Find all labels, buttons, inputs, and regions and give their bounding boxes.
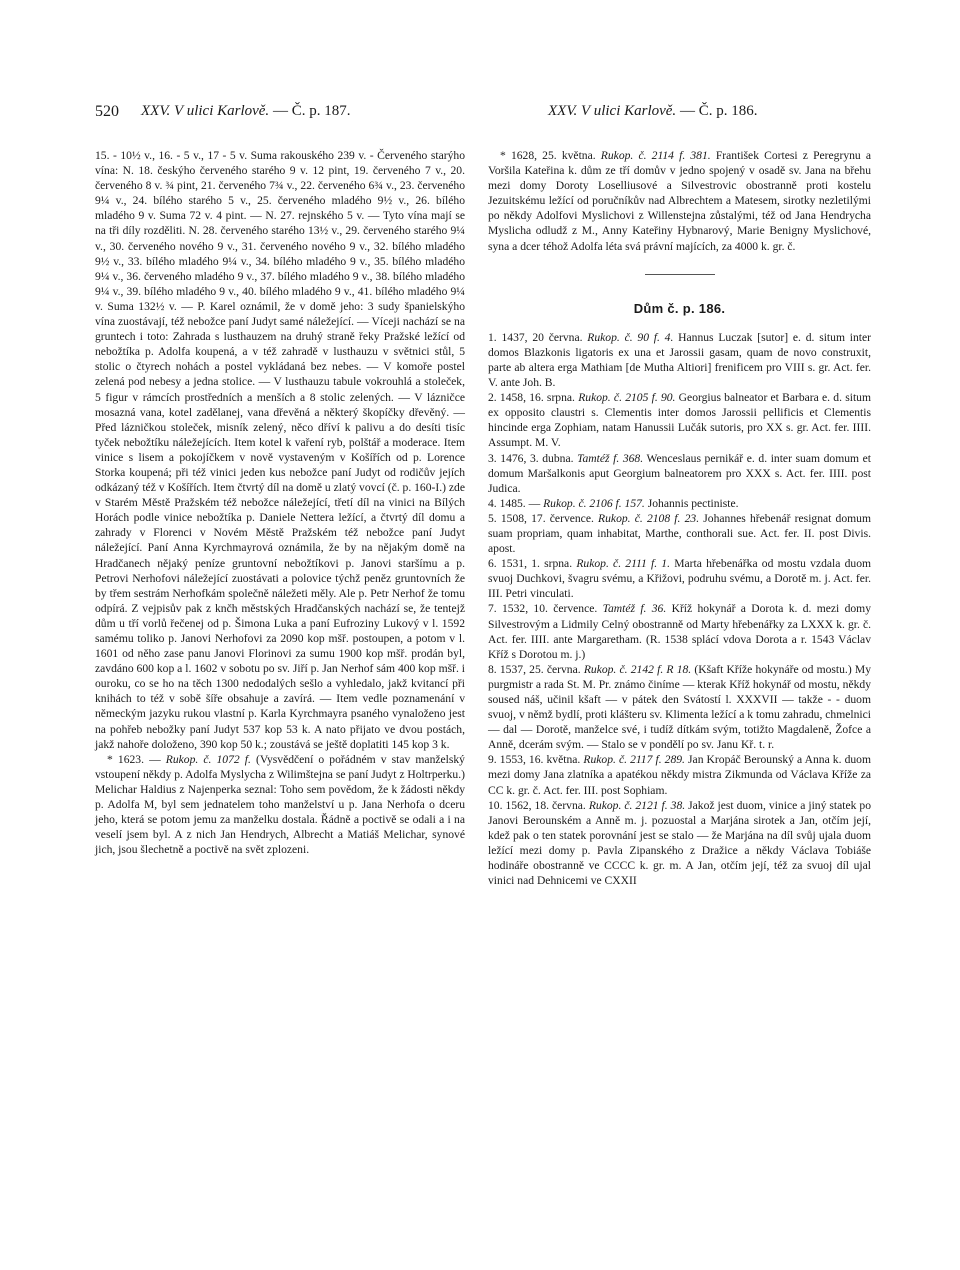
entry-reference: Rukop. č. 2117 f. 289. (583, 753, 685, 767)
entry-text: Jakož jest duom, vinice a jiný statek po Janovi Berounském a Anně m. j. pozuostal a Marjána sirotek a Jan, otčím její, kdež pak o ten statek porovnání jest se stalo — že Marjána na díl svůj ujala duom ležící mezi domy p. Pavla Zipanského z Dražice a někdy Václava Tobiáše hodináře obostranně ve CCCC k. gr. m. A Jan, otčím její, též za svuoj díl ujal vinici nad Dehnicemi ve CXXII (488, 798, 871, 888)
house-entry (488, 390, 871, 450)
header-left-cp: — Č. p. 187. (272, 103, 351, 119)
entry-reference: Rukop. č. 2106 f. 157. (543, 496, 645, 510)
house-entry (488, 752, 871, 797)
house-section-title: Dům č. p. 186. (633, 300, 726, 316)
entry-heading: 2. 1458, 16. srpna. (488, 391, 575, 405)
entry-reference: Rukop. č. 2105 f. 90. (578, 391, 676, 405)
header-right-title: XXV. V ulici Karlově. (548, 103, 677, 119)
entry-reference: Tamtéž f. 36. (602, 602, 667, 616)
entry-reference: Rukop. č. 2111 f. 1. (576, 557, 670, 571)
left-column (95, 148, 465, 857)
house-entry (488, 511, 871, 556)
entry-reference: Rukop. č. 2121 f. 38. (588, 798, 686, 812)
entry-heading: 10. 1562, 18. června. (488, 798, 586, 812)
house-entry (488, 601, 871, 661)
entry-text: (Vysvědčení o pořádném v stav manželský vstoupení někdy p. Adolfa Myslycha z Wilimštejna se paní Judyt z Holtrperku.) Melichar Haldius z Najenperka seznal: Toho sem povědom, že k žádosti někdy p. Adolfa M, byl sem jednatelem toho manželství u p. Jana Nerhofa o dceru jeho, která se potom jemu za manželku dostala. Řádně a poctivě se odali a i na veselí jsem byl. A z nich Jan Hendrych, Albrecht a Matiáš Melichar, synové jich, jsou šlechetně a poctivě na svět zplozeni. (95, 752, 465, 857)
intro-text: František Cortesi z Peregrynu a Voršila Kateřina k. dům ze tří domův v jedno spojený v osadě sv. Jana na břehu mezi domy Doroty Loselliusové a Silvestrovic obostranně proti kostelu Jezuitskému ležící od poručníkův nad Albrechtem a Matesem, sirotky nezletilými po někdy Adolfovi Myslichovi z Willenstejna zůstalými, též od Jana Hendrycha Myslicha odludž z M., Anny Kateřiny Hybnarový, Marie Benigny Myslichové, syna a dcer téhož Adolfa léta svá právní majících, za 4000 k. gr. č. (488, 149, 872, 253)
left-paragraph-2: * 1623. — Rukop. č. 1072 f. (Vysvědčení o pořádném v stav manželský vstoupení někdy p. Adolfa Myslycha z Wilimštejna se paní Judyt z Holtrperku.) Melichar Haldius z Najenperka seznal: Toho sem povědom, že k žádosti někdy p. Adolfa M, byl sem jednatelem toho manželství u p. Jana Nerhofa o dceru jeho, která se potom jemu za manželku dostala. Řádně a poctivě se odali a i na veselí jsem byl. A z nich Jan Hendrych, Albrecht a Matiáš Melichar, synové jich, jsou šlechetně a poctivě na svět zplozeni. (95, 752, 465, 857)
house-entry (488, 662, 871, 753)
house-entry (488, 330, 871, 390)
running-header (95, 103, 875, 125)
entry-heading: 3. 1476, 3. dubna. (488, 451, 574, 465)
house-entries (488, 330, 871, 888)
entry-reference: Rukop. č. 90 f. 4. (587, 330, 674, 344)
manuscript-reference: Rukop. č. 1072 f. (165, 752, 251, 766)
page-number: 520 (95, 103, 119, 120)
entry-text: Hannus Luczak [sutor] e. d. situm inter domos Blazkonis ligatoris ex una et Jarossii gasam, quam de novo construxit, parte ab altera erga Mathiam [de Mutha Altiori] frenificem pro VIII s. gr. Act. fer. V. ante Joh. B. (488, 330, 871, 390)
header-left-title: XXV. V ulici Karlově. (141, 103, 270, 119)
entry-heading: 1. 1437, 20 června. (488, 330, 583, 344)
entry-text: Georgius balneator et Barbara e. d. situm ex opposito claustri s. Clementis inter domos Jarossii pellificis et Clementis hincinde erga Zophiam, natam Hanussii Lučák sutoris, pro XX s. gr. Act. fer. IIII. Assumpt. M. V. (488, 391, 871, 450)
entry-heading: 6. 1531, 1. srpna. (488, 557, 573, 571)
house-entry (488, 556, 871, 601)
left-paragraph-1: 15. - 10½ v., 16. - 5 v., 17 - 5 v. Suma rakouského 239 v. - Červeného starýho vína: N. 18. českýho červeného starého 9 v. 12 pint, 19. červeného 7 v., 20. červeného 8 v. ¾ pint, 21. červeného 7¾ v., 22. červeného 6¾ v., 23. červeného 9¼ v., 24. bílého starého 5 v., 25. červeného mladého 9½ v., 26. bílého mladého 9 v. Suma 72 v. 4 pint. — N. 27. rejnského 5 v. — Tyto vína mají se na tři díly rozděliti. N. 28. červeného starého 13½ v., 29. červeného starého 9¼ v., 30. červeného nového 9 v., 31. červeného nového 9 v., 32. bílého mladého 9½ v., 33. bílého mladého 9¼ v., 34. bílého mladého 9 v., 35. bílého mladého 9¼ v., 36. červeného mladého 9 v., 37. bílého mladého 9 v., 38. bílého mladého 9¼ v., 39. bílého mladého 9 v., 40. bílého mladého 9 v., 41. bílého mladého 9¼ v. Suma 132½ v. — P. Karel oznámil, že v domě jeho: 3 sudy španielskýho vína zuostávají, též nebožce paní Judyt samé náležející. — Víceji nachází se na gruntech i toto: Zahrada s lusthauzem na druhý straně řeky Pražské ležící od nebožtíka p. Adolfa koupená, a v též zahradě v lusthauzu v světnici stůl, 5 stolic o čtyrech nohách a postel vykládaná bez nebes. — V komoře postel zelená pod nebesy a jedna stolice. — V lusthauzu tabule vokrouhlá a stoleček, 5 figur v rámcích prostředních a menších a 8 stolic zelených. — V lázničce mosazná vana, kotel zadělanej, vana dřevěná a některý škopíčky dřevěný. — Před lázničkou stoleček, misník zelený, něco dříví k palivu a do desíti tisíc tyček nebožtíku náležejících. Item kotel k vaření ryb, polštář a moderace. Item vinice s lisem a pokojíčkem v nově vystaveným v Košířích od p. Lorence Storka koupená; při též vinici jeden kus nebožce paní Judyt od rodičův jejích odkázaný též v Košířích. Item čtvrtý díl na domě u zlatý vovcí (č. p. 160-I.) zde v Starém Městě Pražském též nebožce náležející, třetí díl na vinici na Bílých Horách podle vinice nebožtíka p. Daniele Nettera ležící, a čtvrtý díl domu a zahrady v Florenci v Novém Městě Pražském též nebožce paní Judyt náležející. Paní Anna Kyrchmayrová oznámila, že by na nějakým domě na Hradčanech nějaký peníze gruntovní nebožtíkovi p. Janovi staršímu a p. Petrovi Nerhofovi náležející zuostávati a polovice týchž peněz gruntovních že by třem sestrám Nerhofkám společně náležeti měly. Ale p. Petr Nerhof že tomu odpírá. Z vejpisův pak z knčh městských Hradčanských nachází se, že tentejž dům u tří vorlů řečenej od p. Šimona Luka a paní Eufroziny Lukový v l. 1592 samému toliko p. Janovi Nerhofovi za 2090 kop mšř. postoupen, a potom v l. 1601 od něho zase panu Janovi Florinovi za sumu 1900 kop mšř. prodán byl, zavdáno 600 kop a l. 1602 v sobotu po sv. Jiří p. Jan Nerhof sám 400 kop mšř. i ouroku, co se ho na těch 1300 nedodalých sešlo a vyhledalo, jakž kvitancí při knihách to též v sobě šíře obsahuje a zavírá. — Item vedle poznamenání v německým jazyku rukou vlastní p. Karla Kyrchmayra psaného vynaloženo jest na pohřeb nebožky paní Judyt 537 kop 53 k. A nato přijato ve dvou postách, jakž nahoře doloženo, 390 kop 50 k.; zoustává se ještě doplatiti 145 kop 3 k. (95, 149, 465, 751)
right-column (488, 148, 871, 888)
entry-heading: 7. 1532, 10. července. (488, 602, 598, 616)
entry-heading: 8. 1537, 25. června. (488, 662, 581, 676)
section-divider (645, 274, 715, 275)
entry-heading: 9. 1553, 16. května. (488, 753, 581, 767)
header-right-cp: — Č. p. 186. (679, 103, 758, 119)
entry-year: 1623. (117, 752, 144, 766)
entry-heading: 5. 1508, 17. července. (488, 511, 594, 525)
house-entry (488, 496, 871, 511)
entry-text: (Kšaft Kříže hokynáře od mostu.) My purgmistr a rada St. M. Pr. známo činíme — kterak Kříž hokynář od mostu, někdy soused náš, učinil kšaft — v pátek den Svátostí l. XXXVII — takže - - duom svuoj, v němž bydlí, proti klášteru sv. Klimenta ležící a k tomu zahradu, chmelnici — dal — Dorotě, manželce své, i tudíž dítkám svým, totižto Magdaleně, Žofce a Anně, dcerám svým. — Stalo se v pondělí po sv. Janu Kř. t. r. (488, 662, 871, 752)
entry-heading: 4. 1485. — (488, 496, 541, 510)
intro-reference: Rukop. č. 2114 f. 381. (600, 149, 711, 162)
entry-text: Johannis pectiniste. (647, 496, 739, 510)
entry-reference: Rukop. č. 2108 f. 23. (598, 511, 700, 525)
entry-text: Jan Kropáč Berounský a Anna k. duom mezi domy Jana zlatníka a apatékou někdy mistra Zikmunda od Václava Kříže za CC k. gr. č. Act. fer. III. post Sophiam. (488, 753, 871, 797)
entry-text: Kříž hokynář a Dorota k. d. mezi domy Silvestrovým a Lidmily Celný obostranně od Marty hřebenářky za LXXX k. gr. č. Act. fer. IIII. ante Margaretham. (R. 1538 splácí vdova Dorota a r. 1543 Václav Kříž s Dorotou m. j.) (488, 602, 871, 661)
entry-reference: Tamtéž f. 368. (577, 451, 644, 465)
entry-text: Marta hřebenářka od mostu vzdala duom svuoj Duchkovi, švagru svému, a Křižovi, podruhu svému, a Dorotě m. j. Act. fer. III. Petri vinculati. (488, 557, 872, 601)
house-entry (488, 798, 871, 889)
right-intro-paragraph: * 1628, 25. května. Rukop. č. 2114 f. 381. František Cortesi z Peregrynu a Voršila Kateřina k. dům ze tří domův v jedno spojený v osadě sv. Jana na břehu mezi domy Doroty Loselliusové a Silvestrovic obostranně proti kostelu Jezuitskému ležící od poručníkův nad Albrechtem a Matesem, sirotky nezletilými po někdy Adolfovi Myslichovi z Willenstejna zůstalými, též od Jana Hendrycha Myslicha odludž z M., Anny Kateřiny Hybnarový, Marie Benigny Myslichové, syna a dcer téhož Adolfa léta svá právní majících, za 4000 k. gr. č. (488, 149, 872, 253)
entry-text: Wenceslaus pernikář e. d. inter suam domum et domum Maršalkonis aput Georgium balneatorem pro XXX s. Act. fer. IIII. post Judica. (488, 451, 871, 495)
header-right (548, 103, 757, 120)
house-entry (488, 451, 871, 496)
entry-text: Johannes hřebenář resignat domum suam propriam, quam inhabitat, Marthe, conthorali sue. Act. fer. II. post Divis. apost. (488, 511, 871, 556)
intro-date: 1628, 25. května. (510, 149, 596, 162)
entry-reference: Rukop. č. 2142 f. R 18. (583, 662, 692, 676)
header-left (141, 103, 350, 120)
